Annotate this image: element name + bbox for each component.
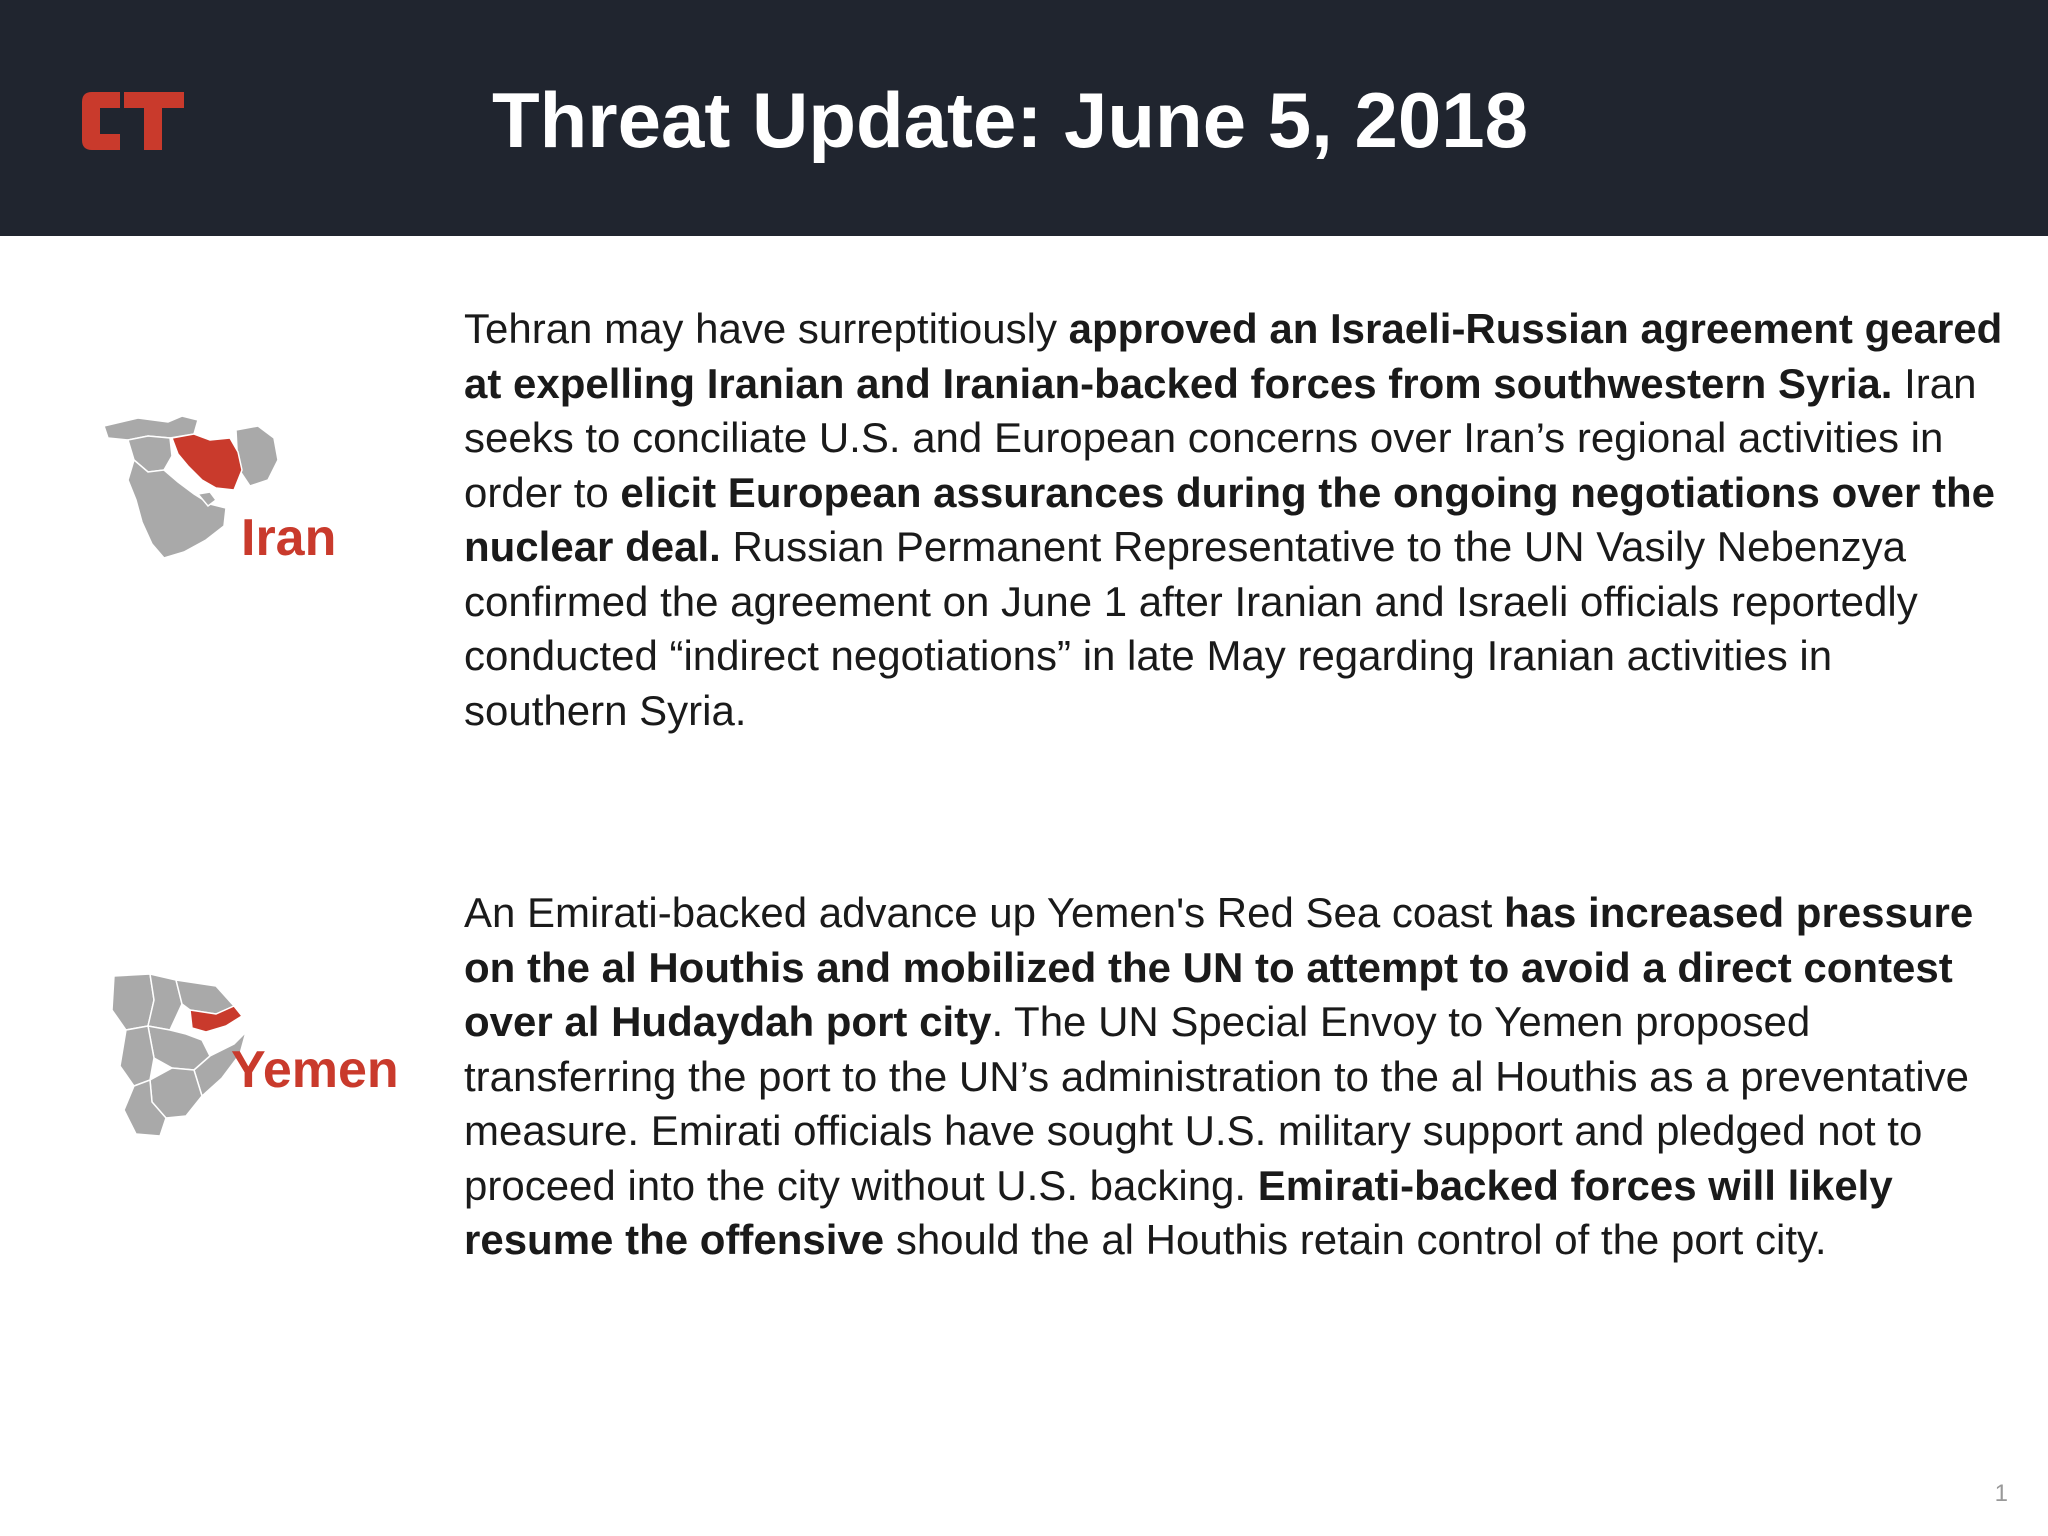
country-label-iran: Iran [241, 509, 337, 567]
title-bar [0, 0, 2048, 236]
iran-summary [464, 302, 2004, 738]
page-title: Threat Update: June 5, 2018 [491, 76, 1528, 164]
yemen-text-1: An Emirati-backed advance up Yemen's Red Sea coast [464, 889, 1504, 936]
iran-text-3: Iran seeks to conciliate U.S. and European concerns over Iran’s regional activities in order to [464, 359, 1977, 516]
yemen-summary [464, 886, 2004, 1268]
page-number: 1 [1994, 1480, 2008, 1507]
yemen-text-2: has increased pressure on the al Houthis and mobilized the UN to attempt to avoid a direct contest over al Hudaydah port city [464, 889, 1974, 1045]
iran-text-5: Russian Permanent Representative to the UN Vasily Nebenzya confirmed the agreement on June 1 after Iranian and Israeli officials reportedly conducted “indirect negotiations” in late May regarding Iranian activities in southern Syria. [464, 523, 1918, 734]
yemen-text-4: Emirati-backed forces will likely resume the offensive [464, 1161, 1893, 1263]
ct-logo [78, 88, 188, 154]
iran-text-1: Tehran may have surreptitiously [464, 305, 1069, 352]
iran-highlight [172, 434, 242, 490]
iran-text-4: elicit European assurances during the ongoing negotiations over the nuclear deal. [464, 468, 1995, 570]
iran-text-2: approved an Israeli-Russian agreement geared at expelling Iranian and Iranian-backed forces from southwestern Syria. [464, 305, 2003, 407]
yemen-text-3: . The UN Special Envoy to Yemen proposed transferring the port to the UN’s administration to the al Houthis as a preventative measure. Emirati officials have sought U.S. military support and pledged not to proceed into the city without U.S. backing. [464, 998, 1970, 1209]
country-label-yemen: Yemen [231, 1041, 399, 1099]
yemen-text-5: should the al Houthis retain control of the port city. [884, 1216, 1827, 1263]
